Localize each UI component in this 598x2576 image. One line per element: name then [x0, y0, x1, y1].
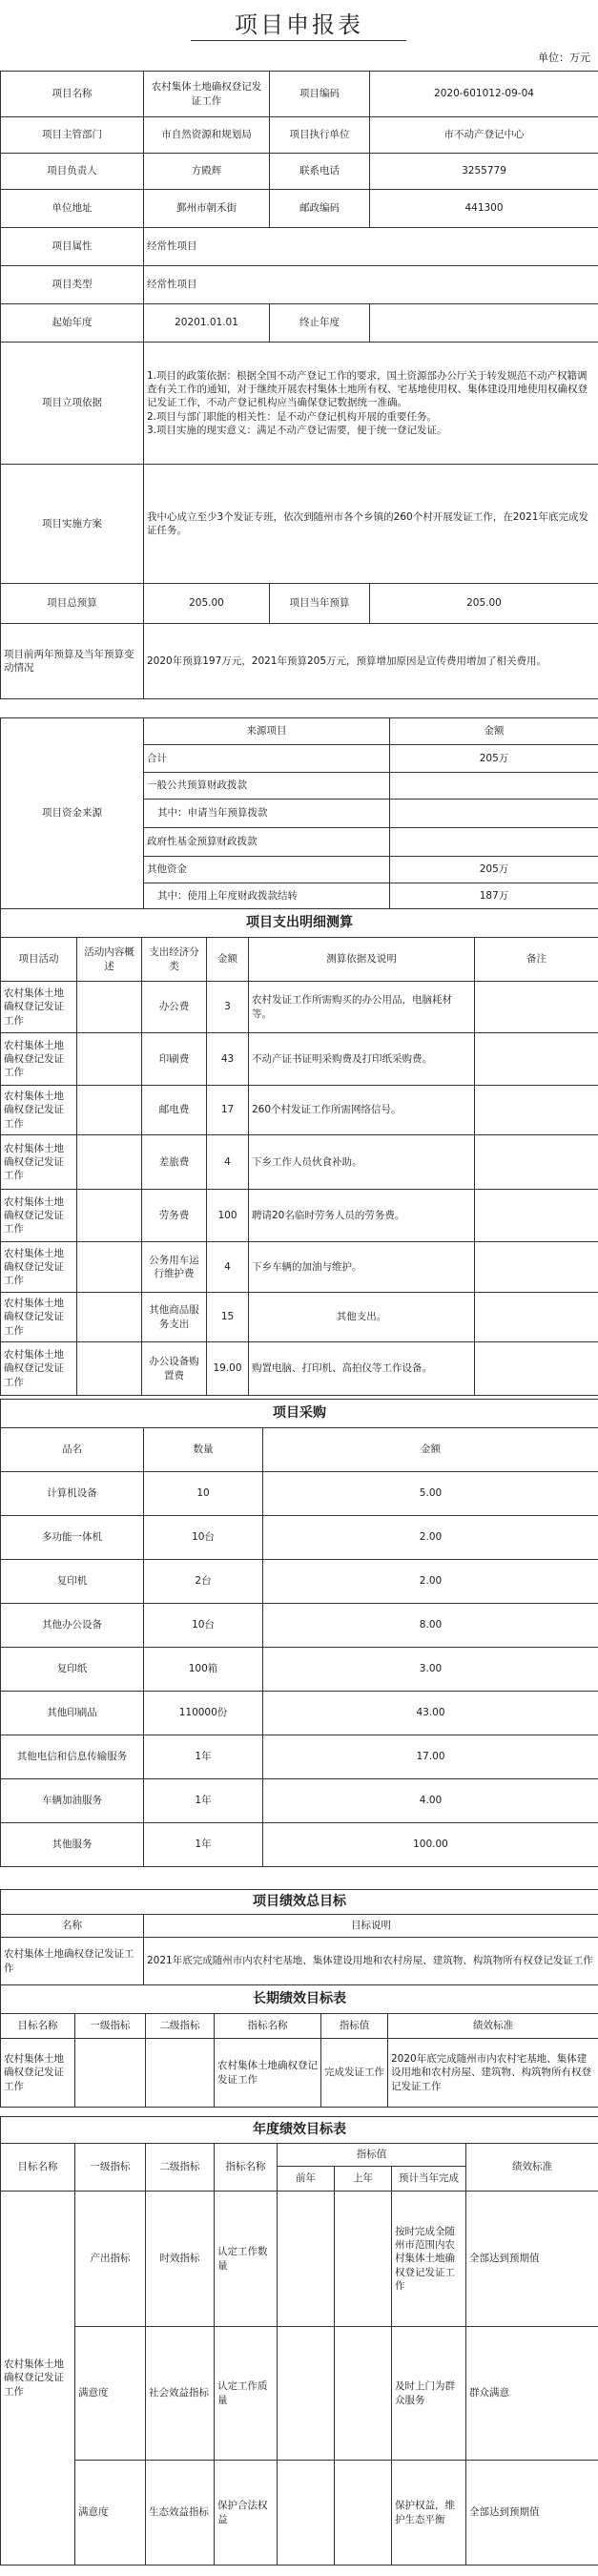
detail-row	[1, 1342, 598, 1396]
basis-value: 1.项目的政策依据：根据全国不动产登记工作的要求，国土资源部办公厅关于转发规范不动产权籍调查有关工作的通知，对于继续开展农村集体土地所有权、宅基地使用权、集体建设用地使用权确权登记发证工作，不动产登记机构应当确保登记数据统一准确。 2.项目与部门职能的相关性：是不动产登记机构开展的重要任务。 3.项目实施的现实意义：满足不动产登记需要，便于统一登记发证。	[144, 343, 598, 465]
annual-standard: 全部达到预期值	[466, 2461, 598, 2566]
annual-indicator: 保护合法权益	[215, 2461, 278, 2566]
detail-note	[475, 1242, 598, 1293]
annual-header-standard: 绩效标准	[466, 2144, 598, 2192]
overall-target-section	[0, 1889, 598, 1985]
longterm-title: 长期绩效目标表	[1, 1985, 598, 2014]
start-year-label: 起始年度	[1, 304, 144, 343]
funding-item: 政府性基金预算财政拨款	[144, 828, 390, 857]
type-label: 项目类型	[1, 266, 144, 304]
detail-activity: 农村集体土地确权登记发证工作	[1, 1086, 77, 1135]
detail-basis: 不动产证书证明采购费及打印纸采购费。	[249, 1033, 475, 1086]
purchase-name: 多功能一体机	[1, 1516, 144, 1560]
end-year-label: 终止年度	[270, 304, 370, 343]
purchase-qty: 1年	[144, 1823, 263, 1867]
longterm-header: 一级指标	[75, 2014, 146, 2039]
dept-label: 项目主管部门	[1, 117, 144, 154]
detail-note	[475, 1135, 598, 1190]
annual-prev2	[278, 2192, 335, 2327]
annual-l2: 时效指标	[146, 2192, 215, 2327]
detail-row	[1, 1033, 598, 1086]
longterm-value: 完成发证工作	[321, 2039, 388, 2108]
annual-name: 农村集体土地确权登记发证工作	[1, 2192, 75, 2566]
overall-header-name: 名称	[1, 1915, 144, 1938]
funding-amount: 205万	[390, 745, 598, 773]
type-value: 经常性项目	[144, 266, 598, 304]
purchase-qty: 1年	[144, 1779, 263, 1823]
funding-col-amount: 金额	[390, 718, 598, 745]
purchase-row	[1, 1735, 598, 1779]
purchase-name: 复印机	[1, 1560, 144, 1604]
funding-amount: 187万	[390, 883, 598, 909]
detail-amount: 100	[207, 1190, 249, 1242]
detail-amount: 43	[207, 1033, 249, 1086]
annual-l1: 产出指标	[75, 2192, 146, 2327]
purchase-row	[1, 1472, 598, 1516]
budget-change-value: 2020年预算197万元，2021年预算205万元，预算增加原因是宣传费用增加了相关费用。	[144, 624, 598, 699]
annual-table	[0, 2116, 598, 2566]
funding-amount: 205万	[390, 857, 598, 883]
detail-content	[77, 1033, 142, 1086]
detail-class: 其他商品服务支出	[142, 1293, 207, 1342]
annual-header-indicator: 指标名称	[215, 2144, 278, 2192]
plan-label: 项目实施方案	[1, 465, 144, 584]
overall-desc: 2021年底完成随州市内农村宅基地、集体建设用地和农村房屋、建筑物、构筑物所有权登记发证工作	[144, 1938, 598, 1985]
address-value: 鄞州市朝禾街	[144, 190, 270, 228]
person-label: 项目负责人	[1, 154, 144, 190]
purchase-amount: 17.00	[263, 1735, 598, 1779]
detail-header: 活动内容概述	[77, 938, 142, 982]
purchase-amount: 100.00	[263, 1823, 598, 1867]
annual-row	[1, 2461, 598, 2566]
detail-header: 备注	[475, 938, 598, 982]
overall-name: 农村集体土地确权登记发证工作	[1, 1938, 144, 1985]
detail-note	[475, 1086, 598, 1135]
annual-prev2	[278, 2461, 335, 2566]
purchase-qty: 1年	[144, 1735, 263, 1779]
longterm-name: 农村集体土地确权登记发证工作	[1, 2039, 75, 2108]
purchase-row	[1, 1516, 598, 1560]
detail-content	[77, 982, 142, 1033]
plan-value: 我中心成立至少3个发证专班，依次到随州市各个乡镇的260个村开展发证工作，在2021年底完成发证任务。	[144, 465, 598, 584]
annual-header-value: 指标值	[278, 2144, 466, 2167]
attr-value: 经常性项目	[144, 228, 598, 266]
detail-amount: 17	[207, 1086, 249, 1135]
phone-value: 3255779	[370, 154, 598, 190]
detail-basis: 260个村发证工作所需网络信号。	[249, 1086, 475, 1135]
budget-change-label: 项目前两年预算及当年预算变动情况	[1, 624, 144, 699]
zip-value: 441300	[370, 190, 598, 228]
address-label: 单位地址	[1, 190, 144, 228]
detail-basis: 农村发证工作所需购买的办公用品，电脑耗材等。	[249, 982, 475, 1033]
year-budget-label: 项目当年预算	[270, 584, 370, 624]
funding-amount	[390, 800, 598, 828]
annual-standard: 全部达到预期值	[466, 2192, 598, 2327]
purchase-amount: 5.00	[263, 1472, 598, 1516]
purchase-row	[1, 1779, 598, 1823]
longterm-standard: 2020年底完成随州市内农村宅基地、集体建设用地和农村房屋、建筑物、构筑物所有权登记发证工作	[388, 2039, 598, 2108]
funding-item: 其他资金	[144, 857, 390, 883]
person-value: 方殿辉	[144, 154, 270, 190]
detail-amount: 19.00	[207, 1342, 249, 1396]
detail-class: 邮电费	[142, 1086, 207, 1135]
annual-header-prev1: 上年	[335, 2167, 392, 2192]
purchase-name: 复印纸	[1, 1648, 144, 1692]
exec-unit-label: 项目执行单位	[270, 117, 370, 154]
longterm-header: 目标名称	[1, 2014, 75, 2039]
longterm-header: 指标名称	[215, 2014, 321, 2039]
funding-item: 其中：使用上年度财政拨款结转	[144, 883, 390, 909]
purchase-amount: 8.00	[263, 1604, 598, 1648]
annual-header-prev2: 前年	[278, 2167, 335, 2192]
funding-item: 一般公共预算财政拨款	[144, 773, 390, 800]
annual-l2: 生态效益指标	[146, 2461, 215, 2566]
annual-prev1	[335, 2327, 392, 2461]
annual-current: 按时完成全随州市范围内农村集体土地确权登记发证工作	[392, 2192, 466, 2327]
purchase-title: 项目采购	[1, 1400, 598, 1428]
longterm-header: 指标值	[321, 2014, 388, 2039]
purchase-row	[1, 1823, 598, 1867]
longterm-table	[0, 1984, 598, 2108]
annual-header-l1: 一级指标	[75, 2144, 146, 2192]
purchase-amount: 2.00	[263, 1516, 598, 1560]
detail-class: 差旅费	[142, 1135, 207, 1190]
purchase-header: 金额	[263, 1428, 598, 1472]
annual-l1: 满意度	[75, 2461, 146, 2566]
longterm-section	[0, 1984, 598, 2108]
funding-amount	[390, 773, 598, 800]
detail-content	[77, 1086, 142, 1135]
detail-amount: 4	[207, 1242, 249, 1293]
annual-current: 及时上门为群众服务	[392, 2327, 466, 2461]
annual-header-name: 目标名称	[1, 2144, 75, 2192]
annual-row	[1, 2192, 598, 2327]
detail-activity: 农村集体土地确权登记发证工作	[1, 982, 77, 1033]
detail-note	[475, 982, 598, 1033]
purchase-table	[0, 1399, 598, 1867]
title-underline	[191, 40, 406, 41]
detail-activity: 农村集体土地确权登记发证工作	[1, 1293, 77, 1342]
annual-prev1	[335, 2192, 392, 2327]
detail-basis: 聘请20名临时劳务人员的劳务费。	[249, 1190, 475, 1242]
annual-title: 年度绩效目标表	[1, 2117, 598, 2144]
detail-header: 项目活动	[1, 938, 77, 982]
funding-label: 项目资金来源	[1, 718, 144, 909]
total-budget-label: 项目总预算	[1, 584, 144, 624]
purchase-section	[0, 1399, 598, 1867]
overall-target-table	[0, 1889, 598, 1985]
purchase-name: 车辆加油服务	[1, 1779, 144, 1823]
detail-header: 金额	[207, 938, 249, 982]
detail-row	[1, 1242, 598, 1293]
attr-label: 项目属性	[1, 228, 144, 266]
project-name-label: 项目名称	[1, 72, 144, 117]
detail-class: 办公设备购置费	[142, 1342, 207, 1396]
unit-label: 单位：万元	[538, 52, 590, 64]
annual-prev1	[335, 2461, 392, 2566]
project-code-value: 2020-601012-09-04	[370, 72, 598, 117]
purchase-name: 其他电信和信息传输服务	[1, 1735, 144, 1779]
longterm-header: 二级指标	[146, 2014, 215, 2039]
start-year-value: 20201.01.01	[144, 304, 270, 343]
annual-prev2	[278, 2327, 335, 2461]
detail-basis: 下乡工作人员伙食补助。	[249, 1135, 475, 1190]
funding-table	[0, 717, 598, 909]
longterm-indicator: 农村集体土地确权登记发证工作	[215, 2039, 321, 2108]
detail-note	[475, 1190, 598, 1242]
end-year-value	[370, 304, 598, 343]
purchase-qty: 110000份	[144, 1692, 263, 1735]
basic-info-table	[0, 71, 598, 699]
annual-indicator: 认定工作数量	[215, 2192, 278, 2327]
year-budget-value: 205.00	[370, 584, 598, 624]
dept-value: 市自然资源和规划局	[144, 117, 270, 154]
annual-header-l2: 二级指标	[146, 2144, 215, 2192]
purchase-qty: 10台	[144, 1604, 263, 1648]
annual-row	[1, 2327, 598, 2461]
project-name-value: 农村集体土地确权登记发证工作	[144, 72, 270, 117]
purchase-qty: 10	[144, 1472, 263, 1516]
detail-row	[1, 1293, 598, 1342]
longterm-header: 绩效标准	[388, 2014, 598, 2039]
phone-label: 联系电话	[270, 154, 370, 190]
detail-table	[0, 908, 598, 1396]
funding-col-source: 来源项目	[144, 718, 390, 745]
detail-title: 项目支出明细测算	[1, 909, 598, 938]
detail-class: 印刷费	[142, 1033, 207, 1086]
annual-current: 保护权益，维护生态平衡	[392, 2461, 466, 2566]
detail-row	[1, 1190, 598, 1242]
detail-amount: 3	[207, 982, 249, 1033]
detail-class: 劳务费	[142, 1190, 207, 1242]
funding-item: 其中：申请当年预算拨款	[144, 800, 390, 828]
basic-info-section	[0, 71, 598, 699]
purchase-row	[1, 1560, 598, 1604]
detail-row	[1, 1135, 598, 1190]
detail-header: 测算依据及说明	[249, 938, 475, 982]
overall-title: 项目绩效总目标	[1, 1890, 598, 1915]
detail-activity: 农村集体土地确权登记发证工作	[1, 1033, 77, 1086]
detail-activity: 农村集体土地确权登记发证工作	[1, 1342, 77, 1396]
detail-basis: 下乡车辆的加油与维护。	[249, 1242, 475, 1293]
purchase-header: 数量	[144, 1428, 263, 1472]
detail-content	[77, 1135, 142, 1190]
annual-standard: 群众满意	[466, 2327, 598, 2461]
funding-amount	[390, 828, 598, 857]
purchase-amount: 43.00	[263, 1692, 598, 1735]
detail-basis: 购置电脑、打印机、高拍仪等工作设备。	[249, 1342, 475, 1396]
annual-section	[0, 2116, 598, 2566]
detail-note	[475, 1342, 598, 1396]
purchase-row	[1, 1692, 598, 1735]
exec-unit-value: 市不动产登记中心	[370, 117, 598, 154]
detail-note	[475, 1293, 598, 1342]
purchase-qty: 100箱	[144, 1648, 263, 1692]
purchase-row	[1, 1648, 598, 1692]
longterm-l1	[75, 2039, 146, 2108]
detail-note	[475, 1033, 598, 1086]
purchase-row	[1, 1604, 598, 1648]
purchase-amount: 2.00	[263, 1560, 598, 1604]
detail-row	[1, 982, 598, 1033]
purchase-qty: 10台	[144, 1516, 263, 1560]
detail-header: 支出经济分类	[142, 938, 207, 982]
basis-label: 项目立项依据	[1, 343, 144, 465]
total-budget-value: 205.00	[144, 584, 270, 624]
purchase-amount: 4.00	[263, 1779, 598, 1823]
detail-activity: 农村集体土地确权登记发证工作	[1, 1190, 77, 1242]
purchase-header: 品名	[1, 1428, 144, 1472]
detail-class: 办公费	[142, 982, 207, 1033]
detail-content	[77, 1293, 142, 1342]
detail-content	[77, 1242, 142, 1293]
detail-content	[77, 1190, 142, 1242]
detail-basis: 其他支出。	[249, 1293, 475, 1342]
detail-class: 公务用车运行维护费	[142, 1242, 207, 1293]
detail-amount: 15	[207, 1293, 249, 1342]
detail-activity: 农村集体土地确权登记发证工作	[1, 1135, 77, 1190]
detail-section	[0, 908, 598, 1396]
zip-label: 邮政编码	[270, 190, 370, 228]
detail-row	[1, 1086, 598, 1135]
annual-l2: 社会效益指标	[146, 2327, 215, 2461]
overall-header-desc: 目标说明	[144, 1915, 598, 1938]
annual-indicator: 认定工作质量	[215, 2327, 278, 2461]
annual-header-current: 预计当年完成	[392, 2167, 466, 2192]
purchase-amount: 3.00	[263, 1648, 598, 1692]
purchase-name: 计算机设备	[1, 1472, 144, 1516]
funding-section	[0, 717, 598, 909]
detail-content	[77, 1342, 142, 1396]
page-title: 项目申报表	[235, 11, 363, 38]
longterm-l2	[146, 2039, 215, 2108]
project-code-label: 项目编码	[270, 72, 370, 117]
funding-item: 合计	[144, 745, 390, 773]
purchase-qty: 2台	[144, 1560, 263, 1604]
annual-l1: 满意度	[75, 2327, 146, 2461]
detail-amount: 4	[207, 1135, 249, 1190]
purchase-name: 其他办公设备	[1, 1604, 144, 1648]
purchase-name: 其他印刷品	[1, 1692, 144, 1735]
purchase-name: 其他服务	[1, 1823, 144, 1867]
detail-activity: 农村集体土地确权登记发证工作	[1, 1242, 77, 1293]
